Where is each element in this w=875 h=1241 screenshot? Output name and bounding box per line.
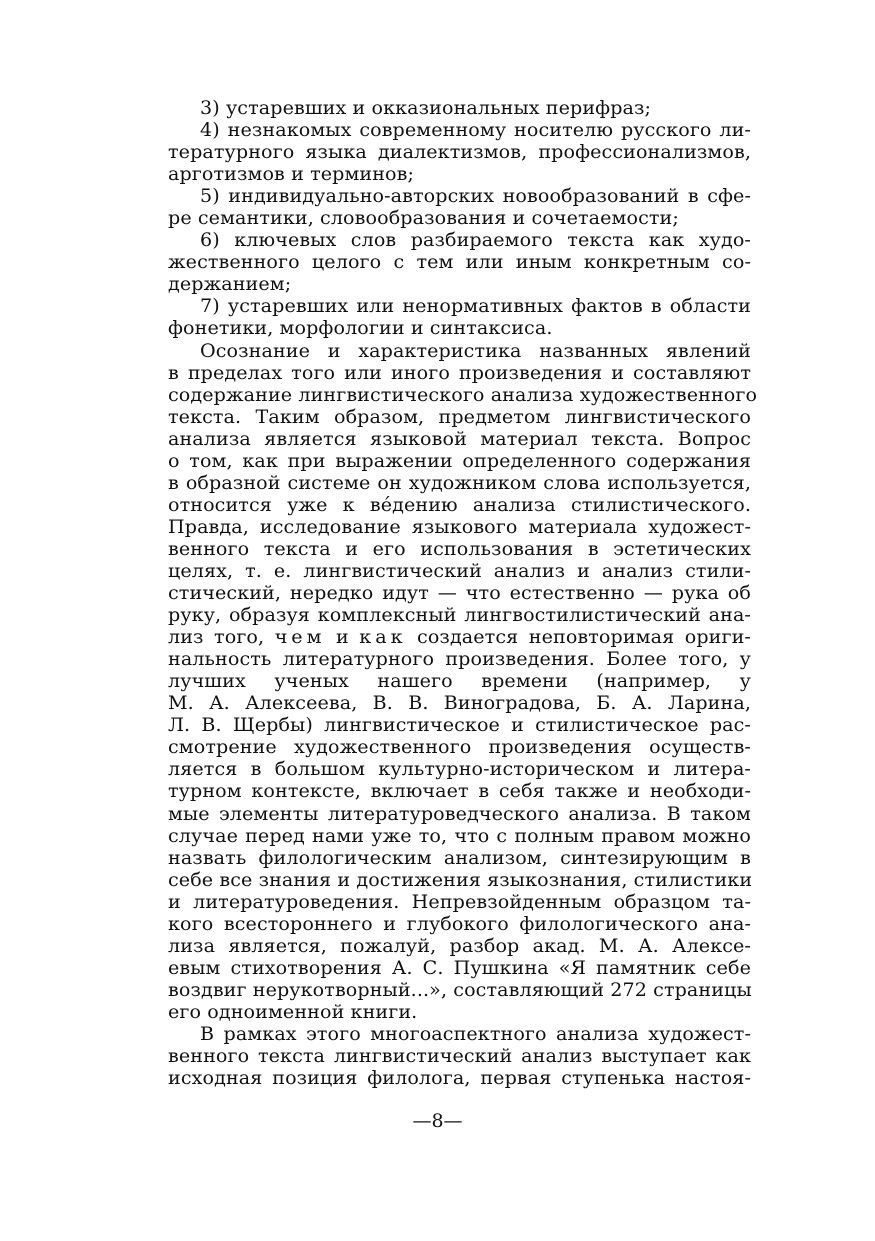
text-line: смотрение художественного произведения осуществ- xyxy=(168,735,751,759)
text-line-spaced xyxy=(168,626,751,648)
text-fragment: лиз того, xyxy=(168,625,275,649)
text-line: целях, т. е. лингвистический анализ и анализ стили- xyxy=(168,558,751,582)
text-line: М. А. Алексеева, В. В. Виноградова, Б. А. Ларина, xyxy=(168,691,751,715)
text-line: турном контексте, включает в себя также и необходи- xyxy=(168,779,751,803)
text-line: его одноименной книги. xyxy=(168,999,418,1023)
emphasis-word: как xyxy=(359,625,407,649)
text-line: текста. Таким образом, предметом лингвистического xyxy=(168,404,751,428)
text-line: и литературоведения. Непревзойденным образцом та- xyxy=(168,889,751,913)
text-line: В рамках этого многоаспектного анализа художест- xyxy=(200,1021,751,1045)
text-line: Л. В. Щербы) лингвистическое и стилистическое рас- xyxy=(168,713,751,737)
text-line: воздвиг нерукотворный...», составляющий 272 страницы xyxy=(168,977,752,1001)
text-line: стический, нередко идут — что естественно — рука об xyxy=(168,581,751,605)
text-line: ре семантики, словообразования и сочетаемости; xyxy=(168,206,679,230)
body-paragraph xyxy=(168,338,758,1023)
text-line: фонетики, морфологии и синтаксиса. xyxy=(168,316,553,340)
text-line: о том, как при выражении определенного содержания xyxy=(168,448,751,472)
text-line: содержание лингвистического анализа художественного xyxy=(168,382,758,406)
text-line: венного текста и его использования в эстетических xyxy=(168,536,751,560)
list-item-6 xyxy=(168,229,751,295)
text-line: держанием; xyxy=(168,272,292,296)
text-line: случае перед нами уже то, что с полным правом можно xyxy=(168,823,751,847)
text-line: назвать филологическим анализом, синтезирующим в xyxy=(168,845,751,869)
text-line: Правда, исследование языкового материала художест- xyxy=(168,514,751,538)
list-item-5 xyxy=(168,185,751,229)
text-line: лучших ученых нашего времени (например, у xyxy=(168,669,751,693)
text-line: кого всестороннего и глубокого филологического ана- xyxy=(168,911,751,935)
text-line: тературного языка диалектизмов, профессионализмов, xyxy=(168,140,751,164)
text-line: 7) устаревших или ненормативных фактов в области xyxy=(200,294,751,318)
body-paragraph xyxy=(168,1023,751,1089)
list-item-7 xyxy=(168,295,751,339)
text-line: 4) незнакомых современному носителю русского ли- xyxy=(200,118,751,142)
text-line: в пределах того или иного произведения и составляют xyxy=(168,360,751,384)
text-line: ляется в большом культурно-историческом и литера- xyxy=(168,757,751,781)
text-line: лиза является, пожалуй, разбор акад. М. А. Алексе- xyxy=(168,933,751,957)
text-line: 5) индивидуально-авторских новообразований в сфе- xyxy=(200,184,751,208)
text-line: 3) устаревших и окказиональных перифраз; xyxy=(200,96,652,119)
text-line: анализа является языковой материал текста. Вопрос xyxy=(168,426,751,450)
text-line: исходная позиция филолога, первая ступенька настоя- xyxy=(168,1066,751,1090)
text-body xyxy=(168,96,758,1090)
text-line: Осознание и характеристика названных явлений xyxy=(200,338,751,362)
text-line: венного текста лингвистический анализ выступает как xyxy=(168,1044,751,1068)
text-line: себе все знания и достижения языкознания, стилистики xyxy=(168,867,753,891)
text-fragment: и xyxy=(325,625,360,649)
list-item-4 xyxy=(168,119,751,185)
text-line: относится уже к ве́дению анализа стилистического. xyxy=(168,492,751,516)
text-line: 6) ключевых слов разбираемого текста как худо- xyxy=(200,228,751,252)
text-line: руку, образуя комплексный лингвостилистический ана- xyxy=(168,603,751,627)
text-fragment: создается неповторимая ориги- xyxy=(406,625,751,649)
emphasis-word: чем xyxy=(274,625,326,649)
text-line: в образной системе он художником слова используется, xyxy=(168,470,751,494)
text-line: жественного целого с тем или иным конкретным со- xyxy=(168,250,751,274)
text-line: мые элементы литературоведческого анализа. В таком xyxy=(168,801,751,825)
page-number: —8— xyxy=(412,1110,463,1132)
list-item-3 xyxy=(168,97,751,119)
text-line: нальность литературного произведения. Более того, у xyxy=(168,647,751,671)
text-line: арготизмов и терминов; xyxy=(168,162,415,186)
text-line: евым стихотворения А. С. Пушкина «Я памятник себе xyxy=(168,955,751,979)
